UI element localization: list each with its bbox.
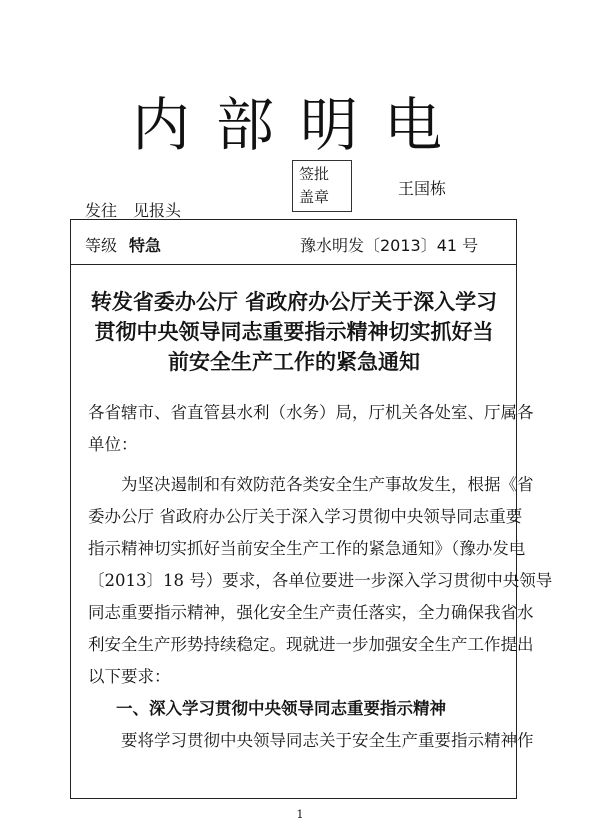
seal-label: 盖章 [299,188,330,206]
section-heading: 一、深入学习贯彻中央领导同志重要指示精神 [116,699,446,718]
page-number: 1 [296,808,304,821]
body-line: 委办公厅 省政府办公厅关于深入学习贯彻中央领导同志重要 [88,507,523,526]
frame-divider [70,264,517,265]
title-line: 前安全生产工作的紧急通知 [168,350,420,374]
body-line: 为坚决遏制和有效防范各类安全生产事故发生，根据《省 [121,475,534,494]
urgency-level [85,233,161,256]
body-line: 利安全生产形势持续稳定。现就进一步加强安全生产工作提出 [88,635,534,654]
body-line: 同志重要指示精神，强化安全生产责任落实，全力确保我省水 [88,603,534,622]
sign-label: 签批 [299,165,330,183]
body-line: 单位： [88,435,138,454]
body-line: 要将学习贯彻中央领导同志关于安全生产重要指示精神作 [121,731,534,750]
level-value: 特急 [129,236,162,255]
level-label: 等级 [85,236,118,255]
document-body [88,397,553,757]
document-number: 豫水明发〔2013〕41 号 [300,236,479,255]
title-line: 贯彻中央领导同志重要指示精神切实抓好当 [94,320,494,344]
body-line: 各省辖市、省直管县水利（水务）局，厅机关各处室、厅属各 [88,403,534,422]
signer-name: 王国栋 [398,179,447,198]
body-line: 指示精神切实抓好当前安全生产工作的紧急通知》（豫办发电 [88,539,526,558]
body-line: 以下要求： [88,667,171,686]
send-to: 发往 见报头 [85,201,182,220]
document-title [76,287,512,377]
body-line: 〔2013〕18 号）要求，各单位要进一步深入学习贯彻中央领导 [88,571,553,590]
sign-box [292,160,352,212]
page-title: 内部明电 [131,91,468,159]
title-line: 转发省委办公厅 省政府办公厅关于深入学习 [90,290,498,314]
